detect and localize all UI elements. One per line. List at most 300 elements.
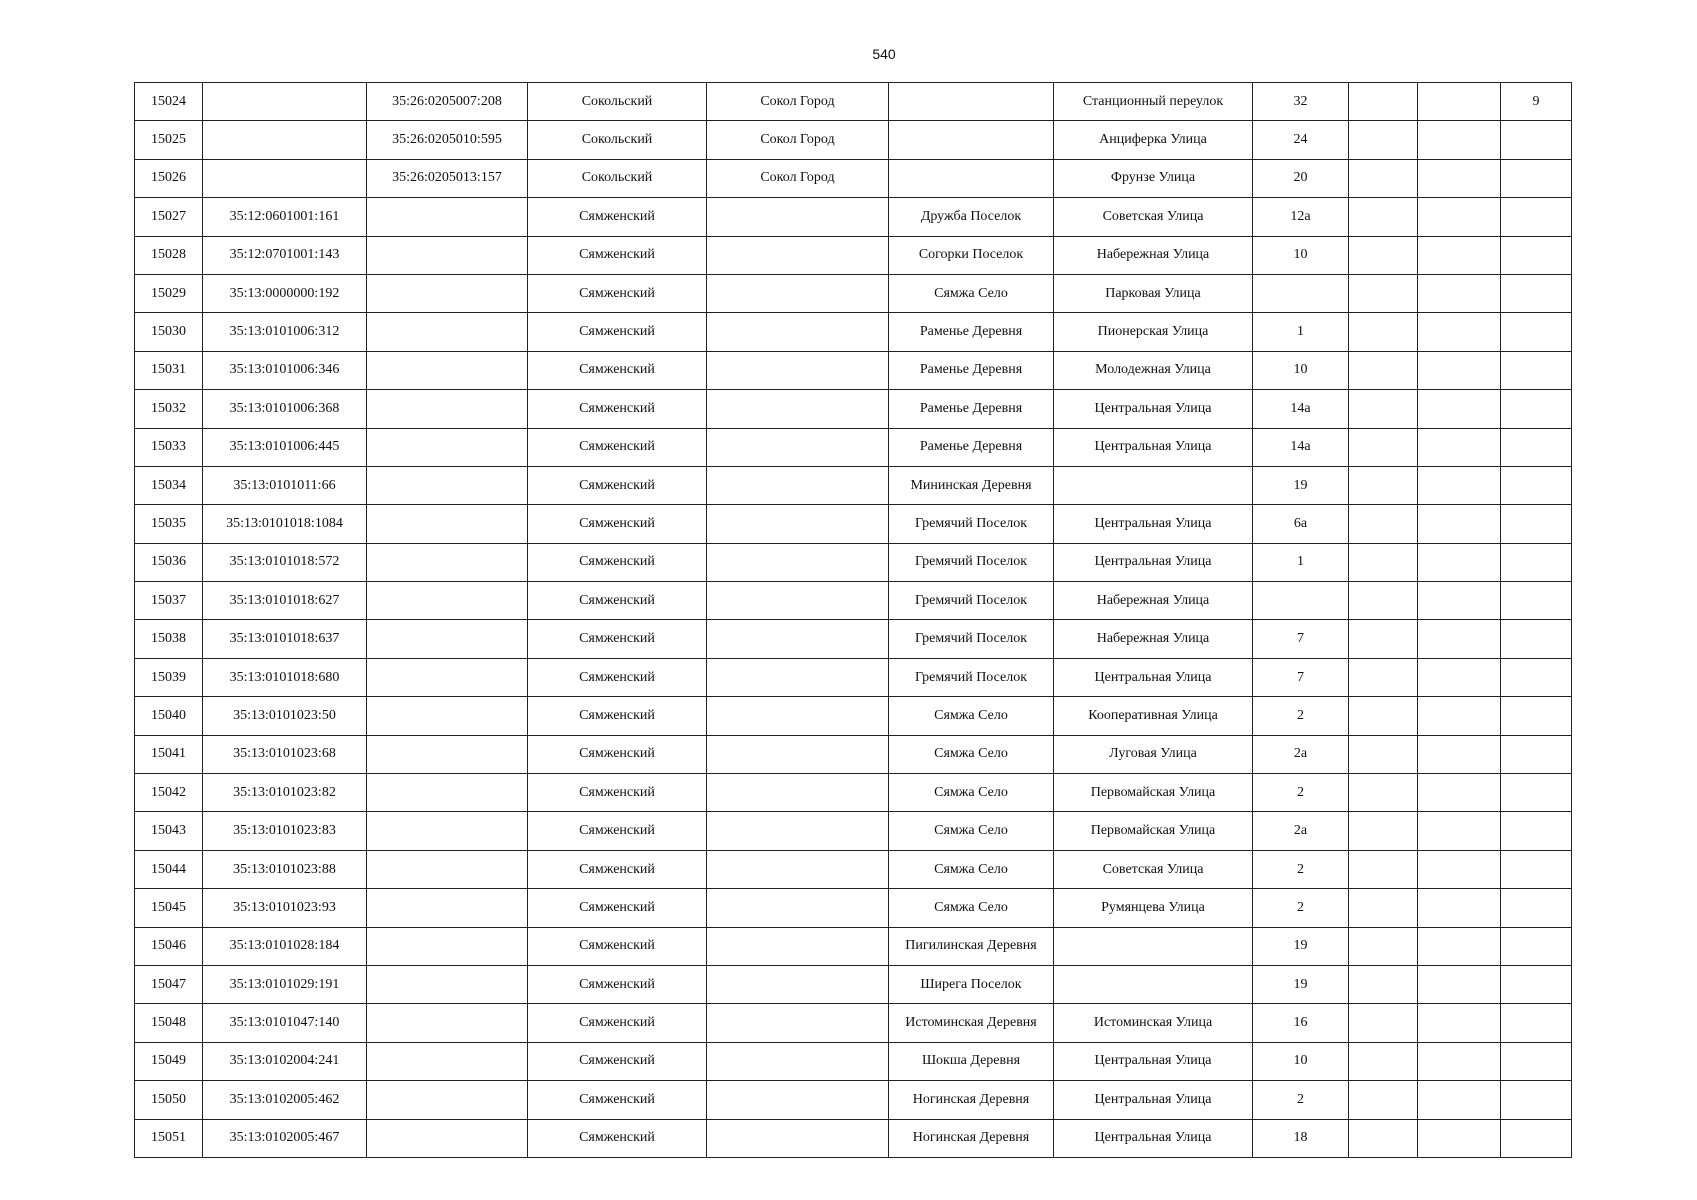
cell-settlement: Раменье Деревня bbox=[889, 428, 1054, 466]
cell-col-11 bbox=[1501, 582, 1572, 620]
cell-house-number: 10 bbox=[1253, 236, 1349, 274]
cell-cadastral-number: 35:13:0101018:572 bbox=[203, 543, 367, 581]
cell-col-11 bbox=[1501, 774, 1572, 812]
cell-col-9 bbox=[1349, 850, 1418, 888]
cell-row-number: 15026 bbox=[135, 159, 203, 197]
cell-col-9 bbox=[1349, 428, 1418, 466]
cell-settlement: Согорки Поселок bbox=[889, 236, 1054, 274]
cell-city bbox=[707, 274, 889, 312]
cell-district: Сокольский bbox=[528, 83, 707, 121]
cell-col-9 bbox=[1349, 121, 1418, 159]
cell-col-10 bbox=[1418, 1004, 1501, 1042]
cell-col-9 bbox=[1349, 812, 1418, 850]
cell-district: Сямженский bbox=[528, 812, 707, 850]
cell-street bbox=[1054, 965, 1253, 1003]
cell-settlement: Ногинская Деревня bbox=[889, 1081, 1054, 1119]
cell-col-10 bbox=[1418, 735, 1501, 773]
cell-row-number: 15045 bbox=[135, 889, 203, 927]
cell-cadastral-number: 35:13:0101018:637 bbox=[203, 620, 367, 658]
cell-row-number: 15030 bbox=[135, 313, 203, 351]
cell-district: Сямженский bbox=[528, 428, 707, 466]
cell-col-11 bbox=[1501, 697, 1572, 735]
cell-col-11 bbox=[1501, 198, 1572, 236]
table-row bbox=[135, 1042, 1572, 1080]
table-row bbox=[135, 620, 1572, 658]
cell-cadastral-number-alt bbox=[367, 313, 528, 351]
cell-street: Анциферка Улица bbox=[1054, 121, 1253, 159]
cell-settlement: Гремячий Поселок bbox=[889, 620, 1054, 658]
cell-city bbox=[707, 812, 889, 850]
cell-district: Сямженский bbox=[528, 697, 707, 735]
cell-col-9 bbox=[1349, 390, 1418, 428]
cell-district: Сямженский bbox=[528, 889, 707, 927]
cell-col-11 bbox=[1501, 850, 1572, 888]
cell-col-11 bbox=[1501, 274, 1572, 312]
cell-house-number: 24 bbox=[1253, 121, 1349, 159]
cell-col-9 bbox=[1349, 274, 1418, 312]
cell-col-11 bbox=[1501, 505, 1572, 543]
cell-settlement: Раменье Деревня bbox=[889, 390, 1054, 428]
table-row bbox=[135, 159, 1572, 197]
cell-settlement: Сямжа Село bbox=[889, 274, 1054, 312]
cell-settlement: Сямжа Село bbox=[889, 774, 1054, 812]
cell-col-11 bbox=[1501, 466, 1572, 504]
cell-col-9 bbox=[1349, 83, 1418, 121]
cell-settlement: Сямжа Село bbox=[889, 889, 1054, 927]
cell-street: Советская Улица bbox=[1054, 850, 1253, 888]
cell-city bbox=[707, 735, 889, 773]
cell-city bbox=[707, 313, 889, 351]
cell-cadastral-number-alt bbox=[367, 505, 528, 543]
cell-row-number: 15027 bbox=[135, 198, 203, 236]
cell-col-10 bbox=[1418, 83, 1501, 121]
cell-city: Сокол Город bbox=[707, 121, 889, 159]
cell-street: Набережная Улица bbox=[1054, 620, 1253, 658]
cell-col-11 bbox=[1501, 543, 1572, 581]
table-row bbox=[135, 83, 1572, 121]
cell-col-10 bbox=[1418, 1081, 1501, 1119]
registry-table bbox=[134, 82, 1572, 1158]
cell-col-9 bbox=[1349, 735, 1418, 773]
cell-cadastral-number: 35:13:0101023:88 bbox=[203, 850, 367, 888]
cell-cadastral-number: 35:13:0101018:627 bbox=[203, 582, 367, 620]
cell-col-9 bbox=[1349, 236, 1418, 274]
table-row bbox=[135, 582, 1572, 620]
cell-city bbox=[707, 927, 889, 965]
table-row bbox=[135, 351, 1572, 389]
table-row bbox=[135, 774, 1572, 812]
cell-district: Сокольский bbox=[528, 159, 707, 197]
cell-row-number: 15047 bbox=[135, 965, 203, 1003]
cell-district: Сямженский bbox=[528, 466, 707, 504]
cell-settlement: Гремячий Поселок bbox=[889, 505, 1054, 543]
cell-row-number: 15042 bbox=[135, 774, 203, 812]
cell-district: Сямженский bbox=[528, 236, 707, 274]
cell-col-11 bbox=[1501, 313, 1572, 351]
cell-cadastral-number-alt bbox=[367, 351, 528, 389]
page-number: 540 bbox=[872, 46, 896, 62]
cell-cadastral-number-alt bbox=[367, 774, 528, 812]
cell-col-9 bbox=[1349, 351, 1418, 389]
cell-cadastral-number-alt bbox=[367, 1081, 528, 1119]
cell-col-10 bbox=[1418, 927, 1501, 965]
table-row bbox=[135, 274, 1572, 312]
cell-city bbox=[707, 658, 889, 696]
cell-row-number: 15036 bbox=[135, 543, 203, 581]
table-row bbox=[135, 236, 1572, 274]
cell-row-number: 15033 bbox=[135, 428, 203, 466]
cell-row-number: 15049 bbox=[135, 1042, 203, 1080]
cell-city bbox=[707, 1081, 889, 1119]
cell-cadastral-number-alt: 35:26:0205013:157 bbox=[367, 159, 528, 197]
cell-col-9 bbox=[1349, 543, 1418, 581]
cell-col-10 bbox=[1418, 1042, 1501, 1080]
cell-cadastral-number-alt bbox=[367, 812, 528, 850]
cell-cadastral-number: 35:13:0101023:50 bbox=[203, 697, 367, 735]
table-row bbox=[135, 1081, 1572, 1119]
cell-col-10 bbox=[1418, 159, 1501, 197]
cell-cadastral-number bbox=[203, 121, 367, 159]
cell-house-number: 2 bbox=[1253, 1081, 1349, 1119]
cell-cadastral-number bbox=[203, 159, 367, 197]
cell-cadastral-number-alt bbox=[367, 543, 528, 581]
table-row bbox=[135, 658, 1572, 696]
cell-col-9 bbox=[1349, 1004, 1418, 1042]
cell-street: Румянцева Улица bbox=[1054, 889, 1253, 927]
cell-house-number: 7 bbox=[1253, 658, 1349, 696]
cell-col-10 bbox=[1418, 658, 1501, 696]
cell-cadastral-number: 35:13:0101023:82 bbox=[203, 774, 367, 812]
cell-col-9 bbox=[1349, 889, 1418, 927]
cell-district: Сямженский bbox=[528, 1119, 707, 1157]
cell-col-9 bbox=[1349, 1081, 1418, 1119]
cell-cadastral-number: 35:13:0101011:66 bbox=[203, 466, 367, 504]
cell-col-9 bbox=[1349, 198, 1418, 236]
cell-row-number: 15051 bbox=[135, 1119, 203, 1157]
cell-city bbox=[707, 390, 889, 428]
cell-row-number: 15048 bbox=[135, 1004, 203, 1042]
cell-cadastral-number: 35:13:0101023:68 bbox=[203, 735, 367, 773]
cell-district: Сямженский bbox=[528, 582, 707, 620]
cell-cadastral-number-alt bbox=[367, 735, 528, 773]
cell-city: Сокол Город bbox=[707, 159, 889, 197]
cell-house-number: 6а bbox=[1253, 505, 1349, 543]
table-row bbox=[135, 850, 1572, 888]
cell-street: Пионерская Улица bbox=[1054, 313, 1253, 351]
table-row bbox=[135, 543, 1572, 581]
cell-settlement bbox=[889, 83, 1054, 121]
cell-settlement: Гремячий Поселок bbox=[889, 543, 1054, 581]
cell-col-10 bbox=[1418, 889, 1501, 927]
cell-city bbox=[707, 850, 889, 888]
cell-cadastral-number-alt bbox=[367, 198, 528, 236]
table-row bbox=[135, 505, 1572, 543]
cell-col-9 bbox=[1349, 1042, 1418, 1080]
cell-settlement: Раменье Деревня bbox=[889, 351, 1054, 389]
cell-settlement: Сямжа Село bbox=[889, 812, 1054, 850]
cell-row-number: 15041 bbox=[135, 735, 203, 773]
cell-house-number: 12а bbox=[1253, 198, 1349, 236]
cell-street: Центральная Улица bbox=[1054, 543, 1253, 581]
cell-district: Сямженский bbox=[528, 313, 707, 351]
cell-house-number: 18 bbox=[1253, 1119, 1349, 1157]
table-row bbox=[135, 121, 1572, 159]
cell-house-number: 2 bbox=[1253, 774, 1349, 812]
cell-settlement: Гремячий Поселок bbox=[889, 582, 1054, 620]
cell-col-9 bbox=[1349, 774, 1418, 812]
cell-cadastral-number-alt bbox=[367, 1042, 528, 1080]
cell-col-10 bbox=[1418, 466, 1501, 504]
cell-cadastral-number: 35:13:0101028:184 bbox=[203, 927, 367, 965]
cell-house-number: 14а bbox=[1253, 390, 1349, 428]
cell-district: Сямженский bbox=[528, 927, 707, 965]
cell-row-number: 15039 bbox=[135, 658, 203, 696]
cell-col-9 bbox=[1349, 965, 1418, 1003]
table-row bbox=[135, 927, 1572, 965]
table-row bbox=[135, 889, 1572, 927]
cell-street: Луговая Улица bbox=[1054, 735, 1253, 773]
table-row bbox=[135, 466, 1572, 504]
cell-street: Кооперативная Улица bbox=[1054, 697, 1253, 735]
cell-col-10 bbox=[1418, 620, 1501, 658]
cell-col-9 bbox=[1349, 697, 1418, 735]
cell-street: Центральная Улица bbox=[1054, 1081, 1253, 1119]
cell-city bbox=[707, 505, 889, 543]
cell-cadastral-number: 35:13:0102005:462 bbox=[203, 1081, 367, 1119]
cell-house-number: 19 bbox=[1253, 965, 1349, 1003]
cell-city bbox=[707, 1119, 889, 1157]
cell-cadastral-number-alt bbox=[367, 620, 528, 658]
cell-house-number: 2 bbox=[1253, 889, 1349, 927]
cell-col-10 bbox=[1418, 582, 1501, 620]
cell-col-11 bbox=[1501, 965, 1572, 1003]
cell-house-number: 2а bbox=[1253, 812, 1349, 850]
cell-district: Сямженский bbox=[528, 850, 707, 888]
cell-street: Фрунзе Улица bbox=[1054, 159, 1253, 197]
cell-col-10 bbox=[1418, 850, 1501, 888]
cell-row-number: 15035 bbox=[135, 505, 203, 543]
cell-house-number: 16 bbox=[1253, 1004, 1349, 1042]
cell-col-11 bbox=[1501, 735, 1572, 773]
cell-cadastral-number: 35:13:0101006:445 bbox=[203, 428, 367, 466]
cell-district: Сямженский bbox=[528, 1081, 707, 1119]
cell-cadastral-number: 35:13:0101029:191 bbox=[203, 965, 367, 1003]
cell-col-11 bbox=[1501, 812, 1572, 850]
cell-cadastral-number-alt: 35:26:0205007:208 bbox=[367, 83, 528, 121]
cell-district: Сямженский bbox=[528, 390, 707, 428]
cell-cadastral-number: 35:13:0101047:140 bbox=[203, 1004, 367, 1042]
cell-cadastral-number-alt bbox=[367, 236, 528, 274]
cell-settlement: Сямжа Село bbox=[889, 850, 1054, 888]
cell-city bbox=[707, 543, 889, 581]
cell-house-number: 7 bbox=[1253, 620, 1349, 658]
cell-cadastral-number: 35:13:0101023:83 bbox=[203, 812, 367, 850]
cell-col-11 bbox=[1501, 351, 1572, 389]
cell-col-11 bbox=[1501, 1119, 1572, 1157]
table-row bbox=[135, 390, 1572, 428]
cell-row-number: 15050 bbox=[135, 1081, 203, 1119]
cell-district: Сямженский bbox=[528, 543, 707, 581]
cell-col-11 bbox=[1501, 1081, 1572, 1119]
cell-col-9 bbox=[1349, 1119, 1418, 1157]
cell-city bbox=[707, 466, 889, 504]
cell-street bbox=[1054, 927, 1253, 965]
cell-row-number: 15034 bbox=[135, 466, 203, 504]
cell-cadastral-number: 35:13:0101018:680 bbox=[203, 658, 367, 696]
cell-cadastral-number: 35:13:0101018:1084 bbox=[203, 505, 367, 543]
cell-district: Сямженский bbox=[528, 620, 707, 658]
cell-row-number: 15037 bbox=[135, 582, 203, 620]
cell-cadastral-number: 35:13:0101006:368 bbox=[203, 390, 367, 428]
cell-col-11 bbox=[1501, 927, 1572, 965]
cell-cadastral-number: 35:12:0701001:143 bbox=[203, 236, 367, 274]
cell-cadastral-number-alt bbox=[367, 390, 528, 428]
cell-col-11 bbox=[1501, 390, 1572, 428]
cell-col-10 bbox=[1418, 313, 1501, 351]
cell-house-number bbox=[1253, 274, 1349, 312]
cell-house-number: 10 bbox=[1253, 351, 1349, 389]
cell-street: Советская Улица bbox=[1054, 198, 1253, 236]
cell-settlement: Шокша Деревня bbox=[889, 1042, 1054, 1080]
cell-cadastral-number: 35:13:0101006:346 bbox=[203, 351, 367, 389]
cell-street: Центральная Улица bbox=[1054, 505, 1253, 543]
cell-street: Набережная Улица bbox=[1054, 236, 1253, 274]
cell-city bbox=[707, 198, 889, 236]
cell-col-10 bbox=[1418, 1119, 1501, 1157]
cell-settlement: Сямжа Село bbox=[889, 697, 1054, 735]
cell-city bbox=[707, 697, 889, 735]
cell-district: Сямженский bbox=[528, 965, 707, 1003]
cell-cadastral-number-alt bbox=[367, 582, 528, 620]
cell-street: Станционный переулок bbox=[1054, 83, 1253, 121]
cell-settlement: Ширега Поселок bbox=[889, 965, 1054, 1003]
cell-row-number: 15043 bbox=[135, 812, 203, 850]
cell-settlement bbox=[889, 159, 1054, 197]
cell-col-10 bbox=[1418, 965, 1501, 1003]
cell-row-number: 15024 bbox=[135, 83, 203, 121]
cell-col-11: 9 bbox=[1501, 83, 1572, 121]
cell-col-10 bbox=[1418, 428, 1501, 466]
cell-cadastral-number bbox=[203, 83, 367, 121]
cell-col-11 bbox=[1501, 658, 1572, 696]
cell-street: Первомайская Улица bbox=[1054, 774, 1253, 812]
cell-row-number: 15044 bbox=[135, 850, 203, 888]
cell-row-number: 15031 bbox=[135, 351, 203, 389]
cell-city bbox=[707, 1042, 889, 1080]
cell-street: Первомайская Улица bbox=[1054, 812, 1253, 850]
cell-cadastral-number-alt bbox=[367, 927, 528, 965]
cell-row-number: 15038 bbox=[135, 620, 203, 658]
cell-cadastral-number: 35:13:0101023:93 bbox=[203, 889, 367, 927]
cell-col-10 bbox=[1418, 774, 1501, 812]
cell-row-number: 15025 bbox=[135, 121, 203, 159]
cell-house-number bbox=[1253, 582, 1349, 620]
cell-col-11 bbox=[1501, 889, 1572, 927]
cell-city bbox=[707, 351, 889, 389]
cell-house-number: 2а bbox=[1253, 735, 1349, 773]
cell-house-number: 2 bbox=[1253, 850, 1349, 888]
cell-settlement: Раменье Деревня bbox=[889, 313, 1054, 351]
table-row bbox=[135, 313, 1572, 351]
cell-house-number: 14а bbox=[1253, 428, 1349, 466]
cell-cadastral-number-alt bbox=[367, 889, 528, 927]
cell-col-10 bbox=[1418, 236, 1501, 274]
cell-settlement: Ногинская Деревня bbox=[889, 1119, 1054, 1157]
cell-cadastral-number-alt bbox=[367, 1004, 528, 1042]
cell-cadastral-number: 35:13:0102005:467 bbox=[203, 1119, 367, 1157]
cell-col-11 bbox=[1501, 620, 1572, 658]
cell-col-11 bbox=[1501, 121, 1572, 159]
cell-col-9 bbox=[1349, 466, 1418, 504]
cell-col-10 bbox=[1418, 697, 1501, 735]
cell-district: Сямженский bbox=[528, 658, 707, 696]
cell-city bbox=[707, 1004, 889, 1042]
cell-street: Истоминская Улица bbox=[1054, 1004, 1253, 1042]
cell-col-9 bbox=[1349, 313, 1418, 351]
cell-cadastral-number-alt bbox=[367, 274, 528, 312]
cell-settlement: Сямжа Село bbox=[889, 735, 1054, 773]
cell-col-10 bbox=[1418, 390, 1501, 428]
table-row bbox=[135, 1004, 1572, 1042]
cell-house-number: 20 bbox=[1253, 159, 1349, 197]
cell-cadastral-number-alt bbox=[367, 850, 528, 888]
cell-street: Набережная Улица bbox=[1054, 582, 1253, 620]
cell-col-10 bbox=[1418, 121, 1501, 159]
cell-district: Сямженский bbox=[528, 735, 707, 773]
table-row bbox=[135, 812, 1572, 850]
cell-house-number: 10 bbox=[1253, 1042, 1349, 1080]
cell-settlement: Мининская Деревня bbox=[889, 466, 1054, 504]
cell-col-11 bbox=[1501, 159, 1572, 197]
cell-col-9 bbox=[1349, 658, 1418, 696]
cell-cadastral-number-alt bbox=[367, 697, 528, 735]
cell-district: Сокольский bbox=[528, 121, 707, 159]
cell-cadastral-number: 35:12:0601001:161 bbox=[203, 198, 367, 236]
cell-cadastral-number-alt bbox=[367, 1119, 528, 1157]
table-row bbox=[135, 1119, 1572, 1157]
cell-col-9 bbox=[1349, 582, 1418, 620]
cell-col-9 bbox=[1349, 620, 1418, 658]
cell-settlement bbox=[889, 121, 1054, 159]
cell-city bbox=[707, 428, 889, 466]
cell-cadastral-number: 35:13:0101006:312 bbox=[203, 313, 367, 351]
cell-city bbox=[707, 620, 889, 658]
cell-settlement: Пигилинская Деревня bbox=[889, 927, 1054, 965]
cell-col-11 bbox=[1501, 1004, 1572, 1042]
cell-street: Центральная Улица bbox=[1054, 1042, 1253, 1080]
cell-city bbox=[707, 774, 889, 812]
cell-col-10 bbox=[1418, 351, 1501, 389]
cell-street: Центральная Улица bbox=[1054, 428, 1253, 466]
cell-cadastral-number-alt: 35:26:0205010:595 bbox=[367, 121, 528, 159]
table-row bbox=[135, 735, 1572, 773]
cell-col-10 bbox=[1418, 274, 1501, 312]
cell-district: Сямженский bbox=[528, 1004, 707, 1042]
cell-col-9 bbox=[1349, 159, 1418, 197]
cell-col-11 bbox=[1501, 1042, 1572, 1080]
cell-house-number: 1 bbox=[1253, 543, 1349, 581]
cell-cadastral-number-alt bbox=[367, 658, 528, 696]
cell-street: Центральная Улица bbox=[1054, 658, 1253, 696]
cell-settlement: Гремячий Поселок bbox=[889, 658, 1054, 696]
table-body bbox=[135, 83, 1572, 1158]
cell-district: Сямженский bbox=[528, 198, 707, 236]
cell-settlement: Истоминская Деревня bbox=[889, 1004, 1054, 1042]
cell-col-10 bbox=[1418, 505, 1501, 543]
cell-house-number: 2 bbox=[1253, 697, 1349, 735]
cell-col-11 bbox=[1501, 236, 1572, 274]
cell-cadastral-number: 35:13:0000000:192 bbox=[203, 274, 367, 312]
